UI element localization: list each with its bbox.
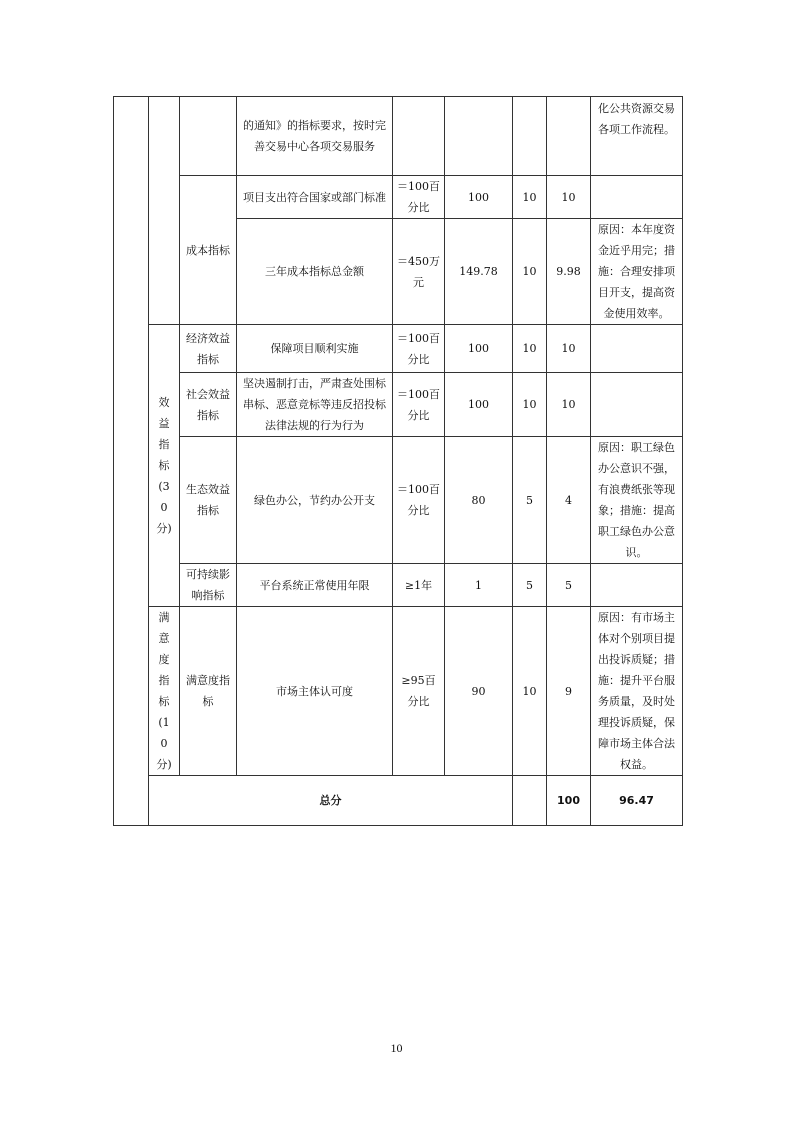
score-value: 10 [547,373,591,437]
target-value: ＝100百分比 [393,325,445,373]
weight-value: 10 [513,325,547,373]
target-value: ＝100百分比 [393,176,445,219]
actual-value: 90 [445,607,513,776]
target-value: ＝100百分比 [393,437,445,564]
target-value: ＝100百分比 [393,373,445,437]
actual-value [445,97,513,176]
level3-satisfaction: 满意度指标 [180,607,237,776]
deviation-reason [591,564,683,607]
deviation-reason [591,176,683,219]
table-row [114,176,683,219]
table-row [114,325,683,373]
table-row [114,437,683,564]
deviation-reason [591,373,683,437]
page-number: 10 [390,1041,403,1055]
actual-value: 149.78 [445,219,513,325]
actual-value: 80 [445,437,513,564]
table-row [114,97,683,176]
score-value: 10 [547,325,591,373]
indicator-content: 项目支出符合国家或部门标准 [237,176,393,219]
score-value: 4 [547,437,591,564]
weight-value: 5 [513,437,547,564]
deviation-reason: 化公共资源交易各项工作流程。 [591,97,683,176]
total-score: 96.47 [591,776,683,826]
level2-cell [149,97,180,325]
target-value: ≥95百分比 [393,607,445,776]
level1-cell [114,97,149,826]
deviation-reason: 原因：职工绿色办公意识不强，有浪费纸张等现象；措施：提高职工绿色办公意识。 [591,437,683,564]
total-row [114,776,683,826]
weight-value: 10 [513,373,547,437]
level2-satisfaction [149,607,180,776]
indicator-content: 坚决遏制打击，严肃查处围标串标、恶意竞标等违反招投标法律法规的行为行为 [237,373,393,437]
deviation-reason: 原因：有市场主体对个别项目提出投诉质疑；措施：提升平台服务质量，及时处理投诉质疑，保障市场主体合法权益。 [591,607,683,776]
actual-value: 1 [445,564,513,607]
score-value: 9.98 [547,219,591,325]
total-actual [513,776,547,826]
level3-social: 社会效益指标 [180,373,237,437]
indicator-content: 的通知》的指标要求，按时完善交易中心各项交易服务 [237,97,393,176]
weight-value: 5 [513,564,547,607]
table-row [114,564,683,607]
target-value [393,97,445,176]
weight-value: 10 [513,176,547,219]
table-row [114,607,683,776]
level2-satisfaction-label: 满意度指标(10分) [156,611,172,771]
target-value: ＝450万元 [393,219,445,325]
performance-table [113,96,683,826]
score-value: 9 [547,607,591,776]
weight-value: 10 [513,607,547,776]
indicator-content: 三年成本指标总金额 [237,219,393,325]
deviation-reason [591,325,683,373]
indicator-content: 绿色办公，节约办公开支 [237,437,393,564]
score-value: 5 [547,564,591,607]
score-value: 10 [547,176,591,219]
actual-value: 100 [445,176,513,219]
actual-value: 100 [445,325,513,373]
weight-value [513,97,547,176]
level3-economic: 经济效益指标 [180,325,237,373]
weight-value: 10 [513,219,547,325]
indicator-content: 平台系统正常使用年限 [237,564,393,607]
deviation-reason: 原因：本年度资金近乎用完；措施：合理安排项目开支，提高资金使用效率。 [591,219,683,325]
level3-eco: 生态效益指标 [180,437,237,564]
level3-cell [180,97,237,176]
level3-cost: 成本指标 [180,176,237,325]
indicator-content: 市场主体认可度 [237,607,393,776]
actual-value: 100 [445,373,513,437]
score-value [547,97,591,176]
indicator-content: 保障项目顺利实施 [237,325,393,373]
level2-benefit-label: 效益指标(30分) [156,396,172,535]
level3-sustain: 可持续影响指标 [180,564,237,607]
total-label: 总分 [149,776,513,826]
level2-benefit [149,325,180,607]
total-weight: 100 [547,776,591,826]
table-row [114,373,683,437]
target-value: ≥1年 [393,564,445,607]
